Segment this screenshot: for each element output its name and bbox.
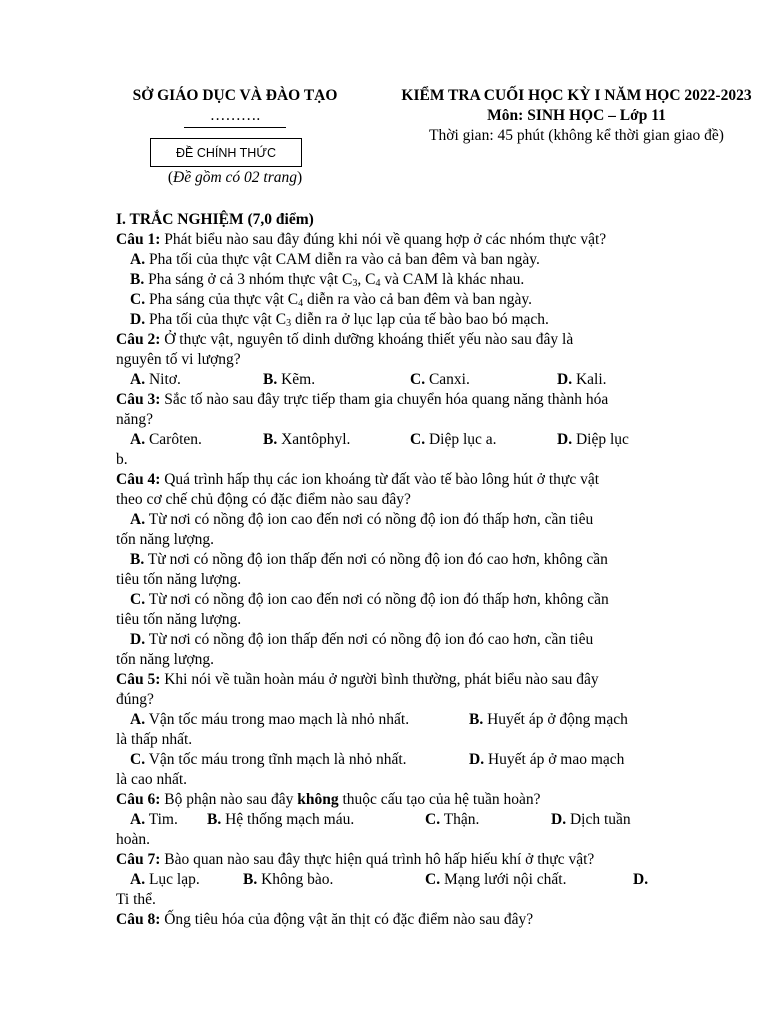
q3-option-a: A. Carôten. — [130, 431, 202, 448]
q3-option-d-cont: b. — [116, 451, 128, 468]
question-5-cont: đúng? — [116, 691, 154, 708]
q5-options-cd — [116, 750, 656, 770]
exam-title: KIỂM TRA CUỐI HỌC KỲ I NĂM HỌC 2022-2023 — [401, 87, 752, 104]
q2-option-d: D. Kali. — [557, 371, 607, 388]
q2-options — [116, 370, 656, 390]
q3-option-d: D. Diệp lục — [557, 431, 629, 448]
q4-option-b-cont: tiêu tốn năng lượng. — [116, 571, 242, 588]
question-1: Câu 1: Phát biểu nào sau đây đúng khi nói về quang hợp ở các nhóm thực vật? — [116, 231, 607, 248]
q5-options-ab — [116, 710, 656, 730]
q5-option-b-cont: là thấp nhất. — [116, 731, 193, 748]
question-8: Câu 8: Ống tiêu hóa của động vật ăn thịt có đặc điểm nào sau đây? — [116, 911, 534, 928]
q6-options — [116, 810, 656, 830]
header-right — [385, 86, 768, 146]
question-4-cont: theo cơ chế chủ động có đặc điểm nào sau đây? — [116, 491, 411, 508]
section-title: I. TRẮC NGHIỆM (7,0 điểm) — [116, 211, 314, 228]
q1-option-d: D. Pha tối của thực vật $C_3$ diễn ra ở lục lạp của tế bào bao bó mạch. — [130, 311, 549, 329]
question-5: Câu 5: Khi nói về tuần hoàn máu ở người bình thường, phát biểu nào sau đây — [116, 671, 599, 688]
q5-option-c: C. Vận tốc máu trong tĩnh mạch là nhỏ nhất. — [130, 751, 407, 768]
official-exam-box: ĐỀ CHÍNH THỨC — [150, 138, 302, 167]
exam-content — [116, 210, 656, 930]
q3-options — [116, 430, 656, 450]
q5-option-b: B. Huyết áp ở động mạch — [469, 711, 628, 728]
q7-options — [116, 870, 656, 890]
q4-option-b: B. Từ nơi có nồng độ ion thấp đến nơi có nồng độ ion đó cao hơn, không cần — [130, 551, 608, 568]
q7-option-d-cont: Ti thể. — [116, 891, 156, 908]
q7-option-d: D. — [633, 871, 649, 888]
q6-option-a: A. Tim. — [130, 811, 178, 828]
q1-option-c: C. Pha sáng của thực vật $C_4$ diễn ra vào cả ban đêm và ban ngày. — [130, 291, 532, 309]
question-7: Câu 7: Bào quan nào sau đây thực hiện quá trình hô hấp hiếu khí ở thực vật? — [116, 851, 595, 868]
department-dots: ………. — [209, 107, 261, 124]
q1-option-b: B. Pha sáng ở cả 3 nhóm thực vật $C_3$, $C_4$ và CAM là khác nhau. — [130, 271, 525, 289]
q7-option-c: C. Mạng lưới nội chất. — [425, 871, 567, 888]
question-4: Câu 4: Quá trình hấp thụ các ion khoáng từ đất vào tế bào lông hút ở thực vật — [116, 471, 600, 488]
q3-option-b: B. Xantôphyl. — [263, 431, 351, 448]
q5-option-d-cont: là cao nhất. — [116, 771, 188, 788]
header-underline — [184, 127, 286, 128]
q2-option-b: B. Kẽm. — [263, 371, 316, 388]
q4-option-c: C. Từ nơi có nồng độ ion cao đến nơi có nồng độ ion đó thấp hơn, không cần — [130, 591, 609, 608]
q4-option-d-cont: tốn năng lượng. — [116, 651, 214, 668]
q4-option-a: A. Từ nơi có nồng độ ion cao đến nơi có nồng độ ion đó thấp hơn, cần tiêu — [130, 511, 594, 528]
pages-note: (Đề gồm có 02 trang) — [167, 169, 303, 186]
q3-option-c: C. Diệp lục a. — [410, 431, 497, 448]
question-3: Câu 3: Sắc tố nào sau đây trực tiếp tham gia chuyển hóa quang năng thành hóa — [116, 391, 609, 408]
question-3-cont: năng? — [116, 411, 154, 428]
question-2: Câu 2: Ở thực vật, nguyên tố dinh dưỡng khoáng thiết yếu nào sau đây là — [116, 331, 574, 348]
question-6: Câu 6: Bộ phận nào sau đây không thuộc cấu tạo của hệ tuần hoàn? — [116, 791, 541, 808]
q4-option-d: D. Từ nơi có nồng độ ion thấp đến nơi có nồng độ ion đó cao hơn, cần tiêu — [130, 631, 594, 648]
q2-option-a: A. Nitơ. — [130, 371, 181, 388]
q6-option-c: C. Thận. — [425, 811, 480, 828]
time-line: Thời gian: 45 phút (không kể thời gian giao đề) — [429, 127, 724, 144]
subject-line: Môn: SINH HỌC – Lớp 11 — [487, 107, 666, 124]
q2-option-c: C. Canxi. — [410, 371, 470, 388]
q5-option-d: D. Huyết áp ở mao mạch — [469, 751, 625, 768]
q7-option-b: B. Không bào. — [243, 871, 334, 888]
q6-option-b: B. Hệ thống mạch máu. — [207, 811, 355, 828]
q5-option-a: A. Vận tốc máu trong mao mạch là nhỏ nhất. — [130, 711, 410, 728]
q1-option-a: A. Pha tối của thực vật CAM diễn ra vào cả ban đêm và ban ngày. — [130, 251, 540, 268]
q4-option-a-cont: tốn năng lượng. — [116, 531, 214, 548]
q4-option-c-cont: tiêu tốn năng lượng. — [116, 611, 242, 628]
q6-option-d-cont: hoàn. — [116, 831, 151, 848]
header-left — [110, 86, 360, 128]
pages-note-text: Đề gồm có 02 trang — [173, 169, 297, 186]
q7-option-a: A. Lục lạp. — [130, 871, 200, 888]
question-2-cont: nguyên tố vi lượng? — [116, 351, 241, 368]
q6-option-d: D. Dịch tuần — [551, 811, 631, 828]
department-name: SỞ GIÁO DỤC VÀ ĐÀO TẠO — [132, 87, 338, 104]
question-label: Câu 1: — [116, 231, 161, 248]
